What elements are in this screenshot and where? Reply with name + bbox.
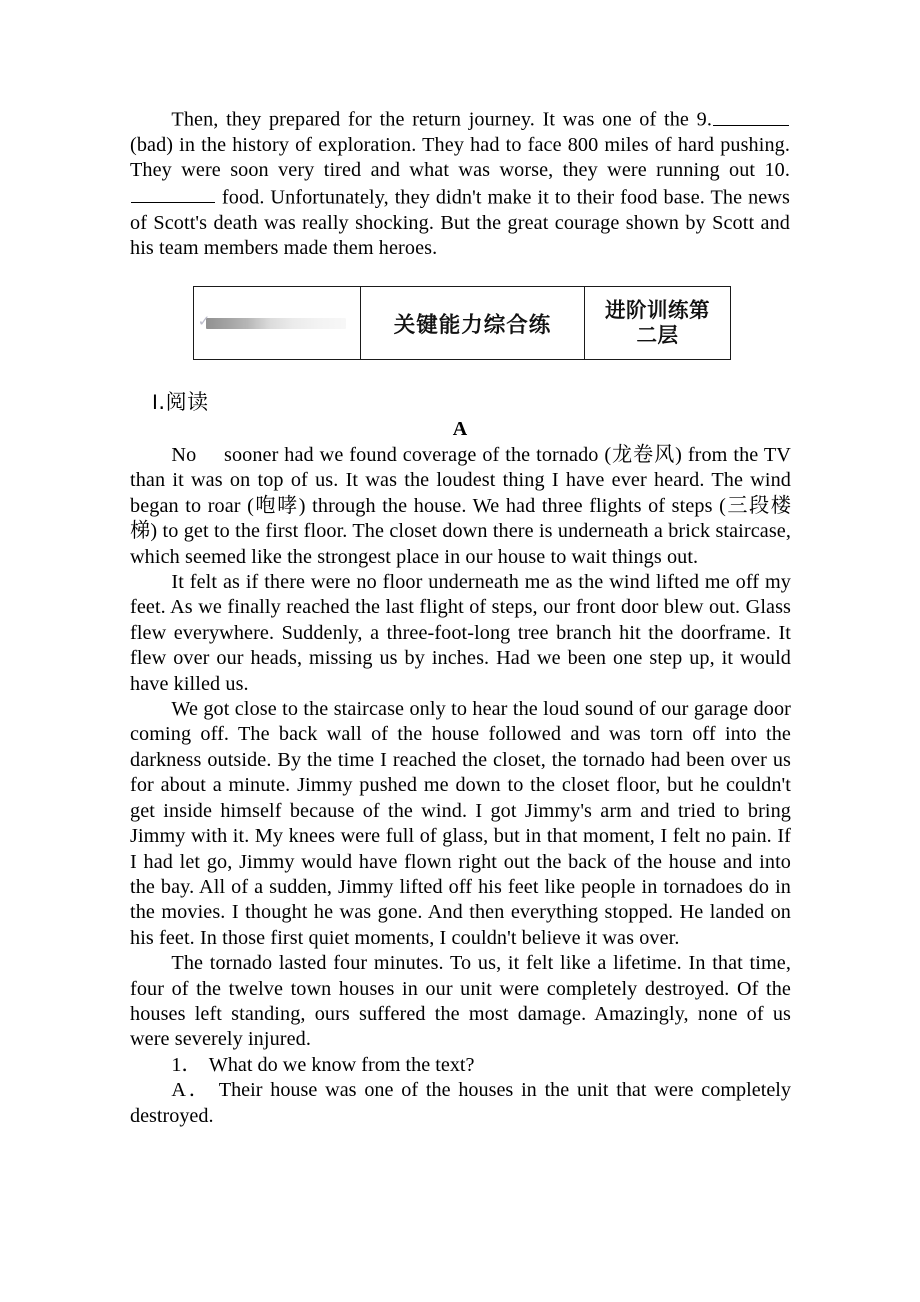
reading-paragraph-4: The tornado lasted four minutes. To us, it felt like a lifetime. In that time, four of the twelve town houses in our unit were completely destroyed. Of the houses left standing, ours suffered the most damage. Amazingly, none of us were severely injured. — [130, 952, 791, 1051]
reading-passage-block — [130, 443, 791, 1129]
passage-letter-heading: A — [452, 418, 468, 440]
question-1-number: 1． — [171, 1053, 202, 1076]
reading-paragraph-1: No sooner had we found coverage of the tornado (龙卷风) from the TV than it was on top of us. It was the loudest thing I have ever heard. The wind began to roar (咆哮) through the house. We had three flights of steps (三段楼梯) to get to the first floor. The closet down there is underneath a brick staircase, which seemed like the strongest place in our house to wait things out. — [130, 444, 791, 568]
band-level-line1: 进阶训练第 — [605, 298, 710, 322]
option-a-text: Their house was one of the houses in the unit that were completely destroyed. — [130, 1079, 791, 1127]
question-1-text: What do we know from the text? — [208, 1053, 475, 1076]
cloze-text-after-blank10: food. Unfortunately, they didn't make it to their food base. The news of Scott's death was really shocking. But the great courage shown by Scott and his team members made them heroes. — [130, 186, 790, 260]
cloze-text-between-blanks: (bad) in the history of exploration. They had to face 800 miles of hard pushing. They were soon very tired and what was worse, they were running out 10. — [130, 133, 790, 182]
reading-paragraph-3: We got close to the staircase only to hear the loud sound of our garage door coming off. The back wall of the house followed and was torn off into the darkness outside. By the time I reached the closet, the tornado had been over us for about a minute. Jimmy pushed me down to the closet floor, but he couldn't get inside himself because of the wind. I got Jimmy's arm and tried to bring Jimmy with it. My knees were full of glass, but in that moment, I felt no pain. If I had let go, Jimmy would have flown right out the back of the house and into the bay. All of a sudden, Jimmy lifted off his feet like people in tornadoes do in the movies. I thought he was gone. And then everything stopped. He landed on his feet. In those first quiet moments, I couldn't believe it was over. — [130, 698, 791, 949]
check-ribbon-icon: ✓ — [197, 311, 211, 330]
question-1-option-a[interactable] — [130, 1078, 791, 1129]
cloze-text-before-blank9: Then, they prepared for the return journey. It was one of the 9. — [171, 108, 712, 131]
section-separator: . — [158, 390, 166, 414]
reading-paragraph-2: It felt as if there were no floor underneath me as the wind lifted me off my feet. As we finally reached the last flight of steps, our front door blew out. Glass flew everywhere. Suddenly, a three-foot-long tree branch hit the doorframe. It flew over our heads, missing us by inches. Had we been one step up, it would have killed us. — [130, 571, 791, 695]
cloze-passage-block — [130, 106, 790, 262]
band-cell-decoration — [194, 287, 361, 360]
band-cell-level — [585, 287, 731, 360]
band-level-line2: 二层 — [636, 323, 679, 347]
gradient-bar-icon — [197, 311, 346, 330]
answer-blank-10[interactable] — [131, 184, 215, 204]
section-roman-numeral: Ⅰ — [152, 392, 159, 414]
cloze-paragraph — [130, 106, 790, 262]
answer-blank-9[interactable] — [713, 106, 789, 126]
table-row — [194, 287, 731, 360]
section-band — [193, 286, 727, 360]
band-cell-title — [361, 287, 585, 360]
band-title-label: 关键能力综合练 — [393, 312, 552, 338]
option-a-key: A． — [171, 1079, 212, 1102]
section-band-table — [193, 286, 731, 360]
question-1-stem — [130, 1053, 791, 1078]
band-level-label — [585, 298, 730, 348]
section-heading — [152, 386, 209, 416]
section-title: 阅读 — [165, 390, 209, 414]
